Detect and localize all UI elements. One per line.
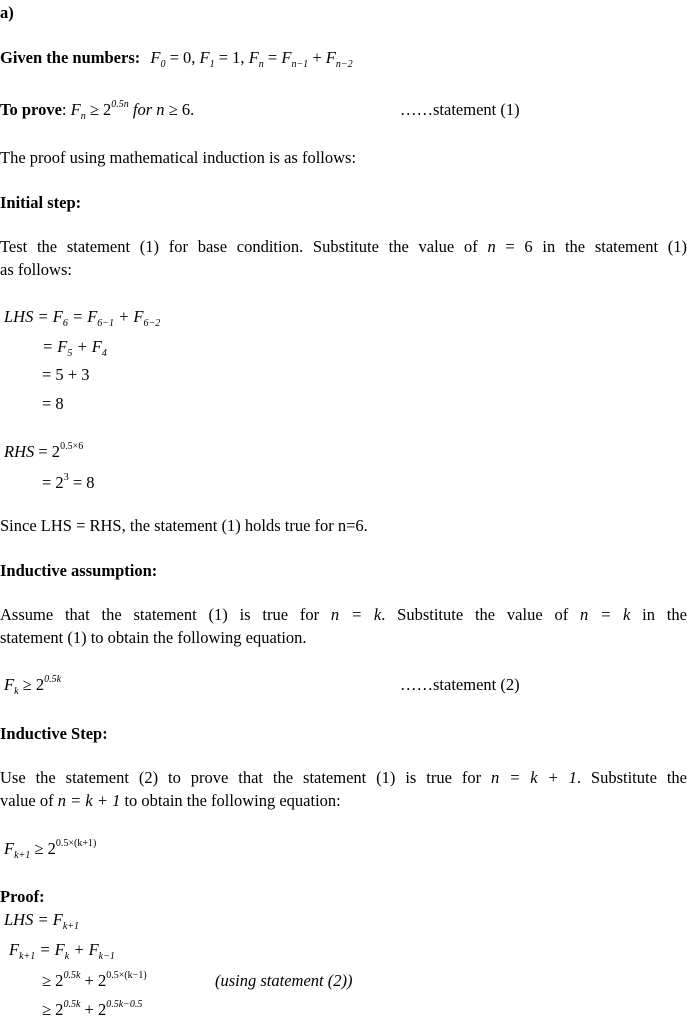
inductive-step-heading: Inductive Step: <box>0 724 108 743</box>
initial-step-text-2: as follows: <box>0 260 72 279</box>
lhs-line-1: LHS = $F_6 = F_{6-1} + F_{6-2}$ <box>4 307 161 329</box>
proof-line-1: LHS = $F_{k+1}$ <box>4 910 79 932</box>
proof-line-3: ≥ $2^{0.5k} + 2^{0.5\times(k-1)}$ <box>42 970 147 990</box>
statement-2-tag: ……statement (2) <box>400 675 520 694</box>
to-prove-label: To prove <box>0 100 62 119</box>
inductive-step-equation: $F_{k+1} \ge 2^{0.5\times(k+1)}$ <box>4 838 97 861</box>
part-label: a) <box>0 3 14 22</box>
given-equation: $F_0 = 0$, $F_1 = 1$, $F_n = F_{n-1} + F_{n-2}$ <box>150 48 353 70</box>
inductive-step-text-1: Use the statement (2) to prove that the statement (1) is true for n = k + 1. Substitute the <box>0 768 687 787</box>
inductive-assumption-heading: Inductive assumption: <box>0 561 158 580</box>
statement-2-equation: $F_k \ge 2^{0.5k}$ <box>4 674 62 697</box>
intro-text: The proof using mathematical induction is as follows: <box>0 148 357 167</box>
proof-line-4: ≥ $2^{0.5k} + 2^{0.5k-0.5}$ <box>42 999 143 1019</box>
to-prove-line: To prove: $F_n \ge 2^{0.5n}$ for n ≥ 6. <box>0 99 195 122</box>
proof-line-3-note: (using statement (2)) <box>215 971 353 990</box>
statement-1-tag: ……statement (1) <box>400 100 520 119</box>
to-prove-equation: $F_n \ge 2^{0.5n}$ for n ≥ 6. <box>70 99 195 122</box>
inductive-assumption-text-1: Assume that the statement (1) is true for n = k. Substitute the value of n = k in the <box>0 605 687 624</box>
lhs-line-4: = 8 <box>42 394 64 413</box>
inductive-step-text-2: value of n = k + 1 to obtain the following equation: <box>0 791 341 810</box>
given-label: Given the numbers: <box>0 48 141 67</box>
inductive-assumption-text-2: statement (1) to obtain the following equation. <box>0 628 307 647</box>
proof-heading: Proof: <box>0 887 45 906</box>
given-line <box>0 48 353 68</box>
rhs-line-2: = $2^3 = 8$ <box>42 472 95 492</box>
initial-step-text-1: Test the statement (1) for base condition. Substitute the value of n = 6 in the statement (1) <box>0 237 687 256</box>
rhs-line-1: RHS = $2^{0.5\times 6}$ <box>4 441 84 461</box>
lhs-line-2: = $F_5 + F_4$ <box>42 337 107 359</box>
initial-step-heading: Initial step: <box>0 193 82 212</box>
lhs-line-3: = 5 + 3 <box>42 365 90 384</box>
proof-line-2: $F_{k+1} = F_k + F_{k-1}$ <box>9 940 115 962</box>
initial-step-conclusion: Since LHS = RHS, the statement (1) holds true for n=6. <box>0 516 368 535</box>
